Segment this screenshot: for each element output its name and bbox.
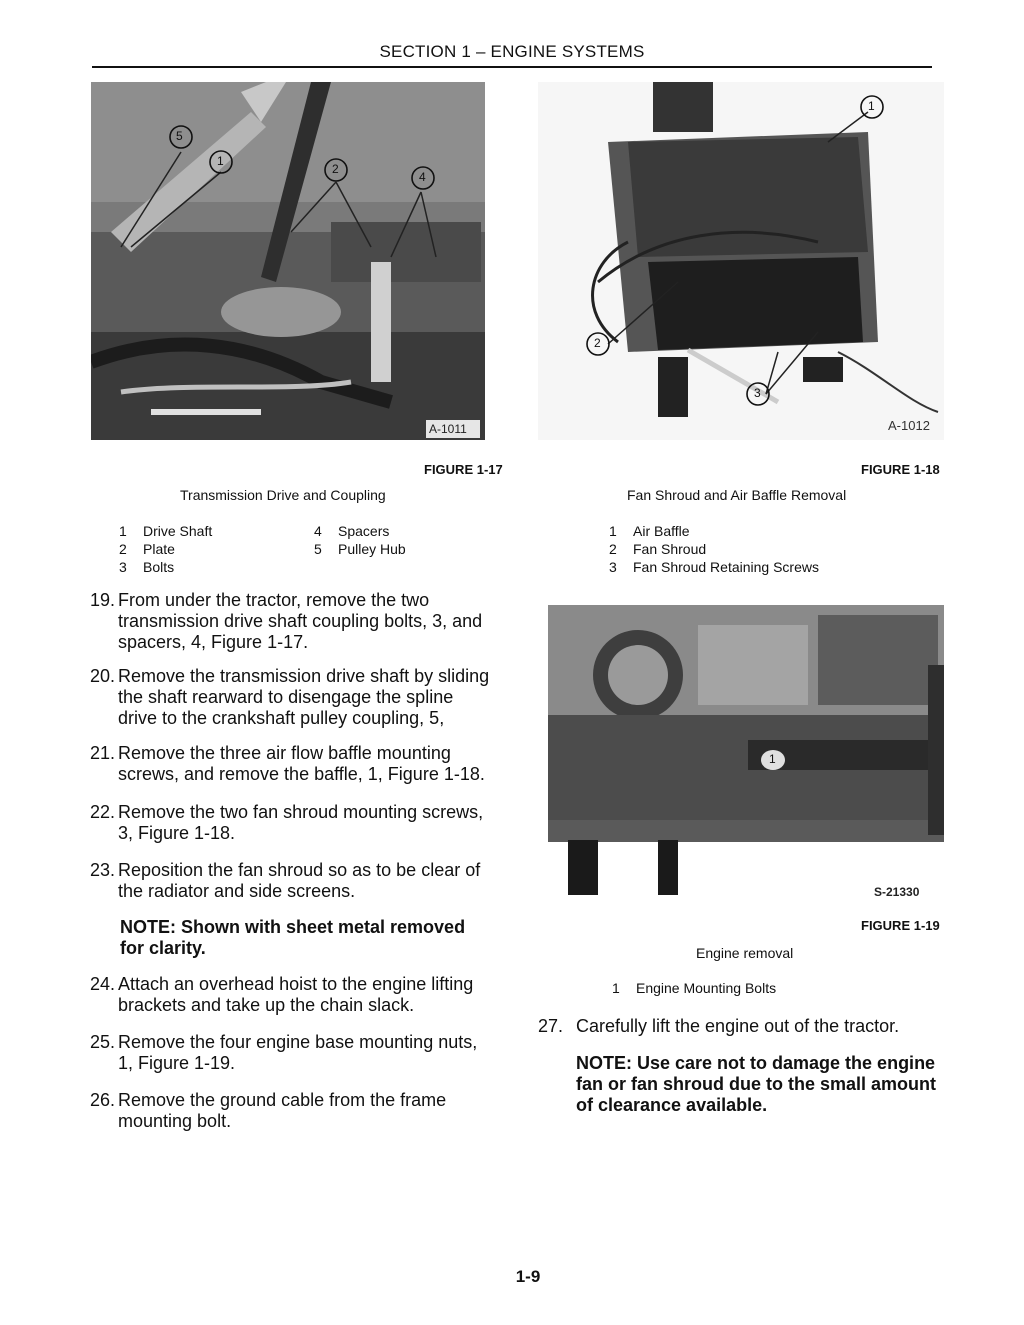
fig19-callout-1: 1 [769, 752, 776, 766]
fig18-callout-2: 2 [594, 336, 601, 350]
fig17-legend-2: 2 Plate [119, 541, 175, 557]
fig17-title: Transmission Drive and Coupling [180, 487, 386, 503]
fig19-number: FIGURE 1-19 [861, 918, 940, 933]
section-header: SECTION 1 – ENGINE SYSTEMS [379, 42, 645, 61]
figure-1-19-photo [548, 605, 944, 905]
page-number: 1-9 [515, 1267, 541, 1286]
fig18-legend-2: 2 Fan Shroud [609, 541, 707, 557]
fig17-callout-4: 4 [419, 170, 426, 184]
fig19-title: Engine removal [696, 945, 794, 961]
note-clearance: NOTE: Use care not to damage the engine fan or fan shroud due to the small amount of clearance available. [576, 1053, 937, 1115]
fig19-code: S-21330 [874, 885, 920, 899]
fig17-code: A-1011 [429, 422, 467, 436]
fig17-legend-1: 1 Drive Shaft [119, 523, 213, 539]
fig18-legend-3: 3 Fan Shroud Retaining Screws [609, 559, 819, 575]
fig18-number: FIGURE 1-18 [861, 462, 940, 477]
fig17-legend-5: 5 Pulley Hub [314, 541, 406, 557]
fig18-callout-1: 1 [868, 99, 875, 113]
fig18-code: A-1012 [888, 418, 930, 433]
figure-1-17-photo [91, 82, 485, 440]
fig18-callout-3: 3 [754, 386, 761, 400]
fig17-callout-1: 1 [217, 154, 224, 168]
header-rule [92, 66, 932, 68]
fig17-number: FIGURE 1-17 [424, 462, 503, 477]
fig18-title: Fan Shroud and Air Baffle Removal [627, 487, 847, 503]
fig17-legend-4: 4 Spacers [314, 523, 390, 539]
note-sheet-metal: NOTE: Shown with sheet metal removed for clarity. [120, 917, 466, 958]
fig17-callout-5: 5 [176, 129, 183, 143]
fig19-legend-1: 1 Engine Mounting Bolts [612, 980, 777, 996]
fig18-legend-1: 1 Air Baffle [609, 523, 690, 539]
fig17-legend-3: 3 Bolts [119, 559, 175, 575]
figure-1-18-photo [538, 82, 944, 440]
fig17-callout-2: 2 [332, 162, 339, 176]
